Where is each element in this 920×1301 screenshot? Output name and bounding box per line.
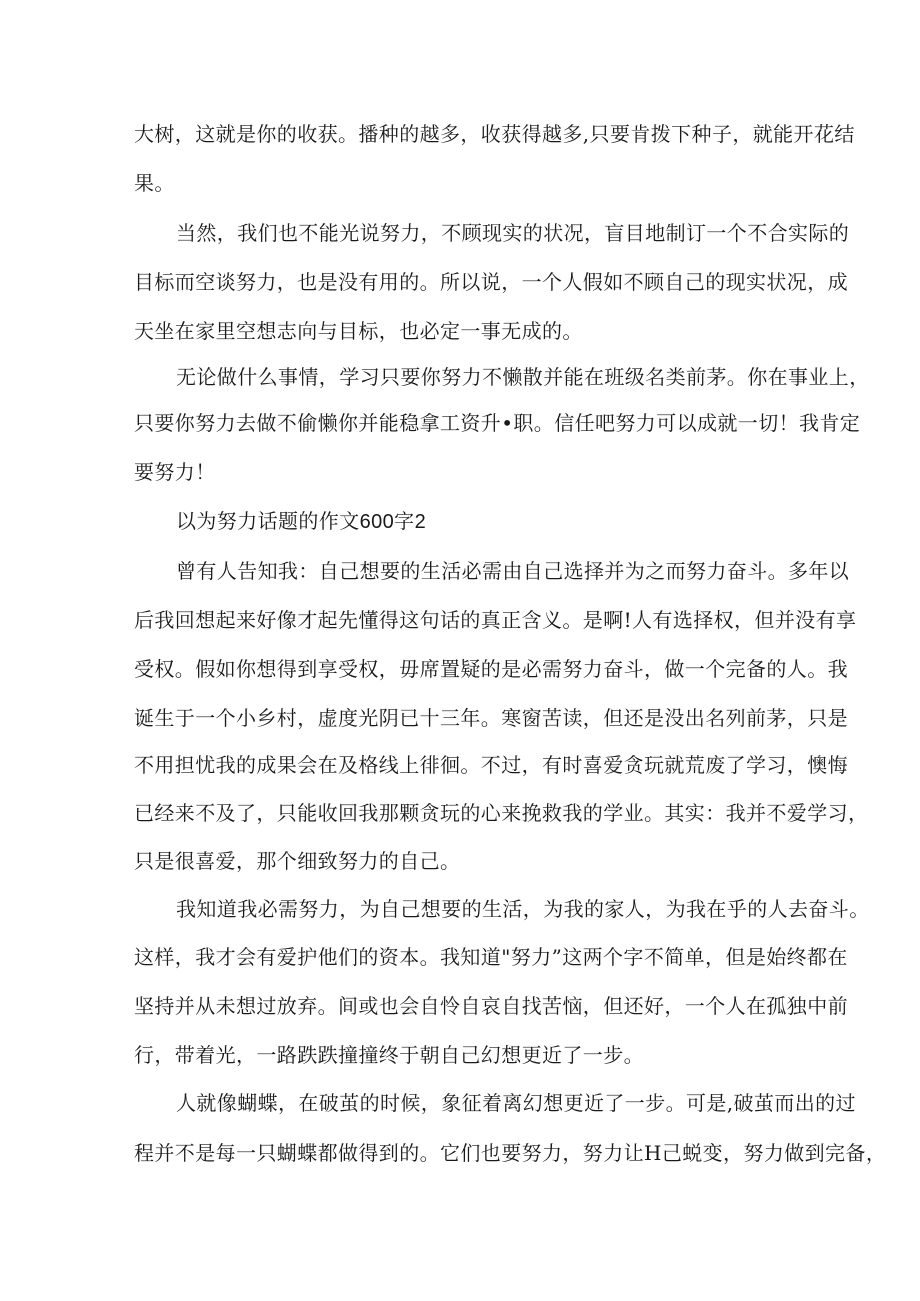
text-line: 只是很喜爱，那个细致努力的自己。 (134, 849, 461, 873)
text-line: 后我回想起来好像才起先懂得这句话的真正含义。是啊!人有选择权，但并没有享 (134, 608, 857, 632)
text-line: 行，带着光，一路跌跌撞撞终于朝自己幻想更近了一步。 (134, 1043, 644, 1067)
text-line: 果。 (134, 171, 175, 195)
section-heading: 以为努力话题的作文600字2 (176, 511, 427, 533)
text-line: 目标而空谈努力，也是没有用的。所以说，一个人假如不顾自己的现实状况，成 (134, 270, 848, 294)
text-line: 只要你努力去做不偷懒你并能稳拿工资升•职。信任吧努力可以成就一切！我肯定 (134, 411, 861, 435)
text-line: 诞生于一个小乡村，虚度光阴已十三年。寒窗苦读，但还是没出名列前茅，只是 (134, 706, 848, 730)
text-line: 受权。假如你想得到享受权，毋席置疑的是必需努力奋斗，做一个完备的人。我 (134, 657, 848, 681)
text-line: 人就像蝴蝶，在破茧的时候，象征着离幻想更近了一步。可是,破茧而出的过 (176, 1091, 856, 1115)
text-line: 要努力！ (134, 460, 216, 484)
text-line: 大树，这就是你的收获。播种的越多，收获得越多,只要肯拨下种子，就能开花结 (134, 122, 855, 146)
text-line: 程并不是每一只蝴蝶都做得到的。它们也要努力，努力让H己蜕变，努力做到完备， (134, 1141, 887, 1165)
text-line: 我知道我必需努力，为自己想要的生活，为我的家人，为我在乎的人去奋斗。 (176, 897, 870, 921)
text-line: 不用担忧我的成果会在及格线上徘徊。不过，有时喜爱贪玩就荒废了学习，懊悔 (134, 753, 848, 777)
text-line: 曾有人告知我：自己想要的生活必需由自己选择并为之而努力奋斗。多年以 (176, 559, 850, 583)
text-line: 无论做什么事情，学习只要你努力不懒散并能在班级名类前茅。你在事业上， (176, 365, 870, 389)
text-line: 这样，我才会有爱护他们的资本。我知道"努力”这两个字不简单，但是始终都在 (134, 945, 848, 969)
text-line: 已经来不及了，只能收回我那颗贪玩的心来挽救我的学业。其实：我并不爱学习， (134, 801, 869, 825)
text-line: 当然，我们也不能光说努力，不顾现实的状况，盲目地制订一个不合实际的 (176, 221, 850, 245)
text-line: 天坐在家里空想志向与目标，也必定一事无成的。 (134, 319, 583, 343)
text-line: 坚持并从未想过放弃。间或也会自怜自哀自找苦恼，但还好，一个人在孤独中前 (134, 994, 848, 1018)
